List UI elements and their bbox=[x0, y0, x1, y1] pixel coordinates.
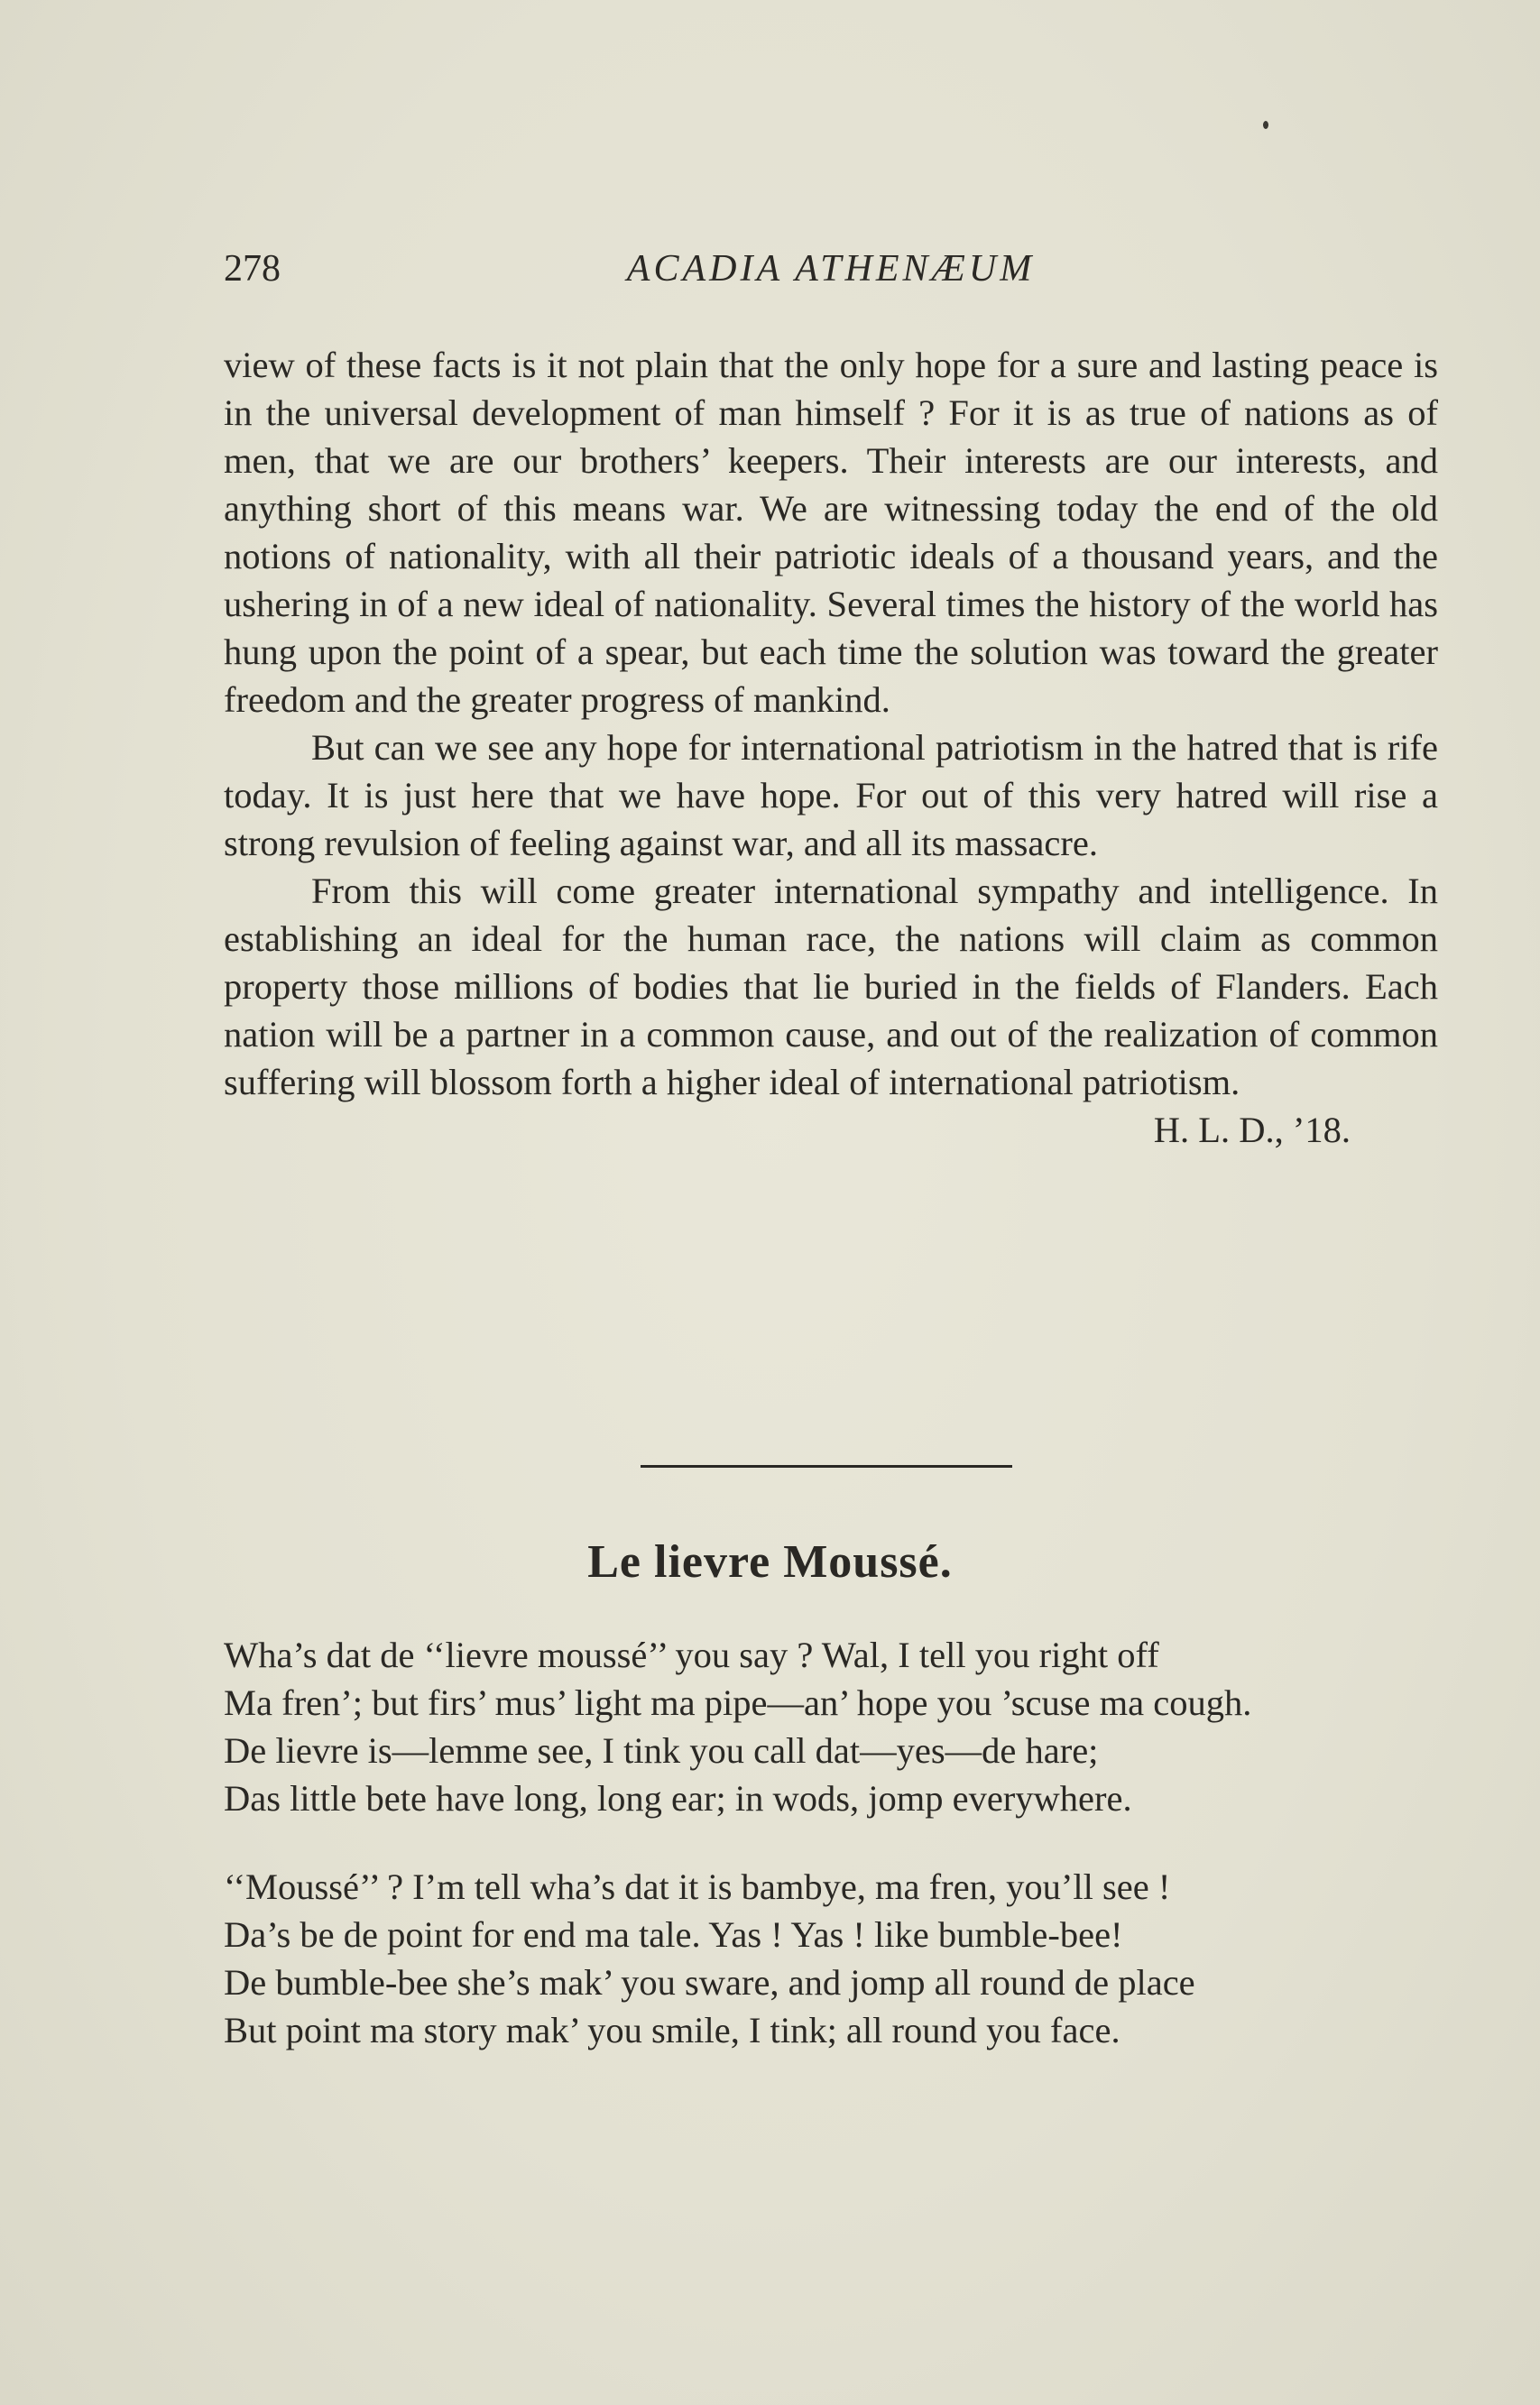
page-header bbox=[224, 247, 1438, 301]
poem bbox=[224, 1631, 1438, 2095]
section-divider bbox=[641, 1465, 1012, 1468]
verse-line: Das little bete have long, long ear; in wods, jomp everywhere. bbox=[224, 1778, 1132, 1819]
verse-line: De bumble-bee she’s mak’ you sware, and jomp all round de place bbox=[224, 1962, 1195, 2003]
paragraph: But can we see any hope for international patriotism in the hatred that is rife today. It is just here that we have hope. For out of this very hatred will rise a strong revulsion of feeling against war, and all its massacre. bbox=[224, 727, 1438, 863]
verse-line: Ma fren’; but firs’ mus’ light ma pipe—an’ hope you ’scuse ma cough. bbox=[224, 1682, 1252, 1723]
verse-line: Da’s be de point for end ma tale. Yas ! Yas ! like bumble-bee! bbox=[224, 1914, 1123, 1955]
verse-line: But point ma story mak’ you smile, I tink; all round you face. bbox=[224, 2010, 1120, 2050]
paragraph: view of these facts is it not plain that the only hope for a sure and lasting peace is in the universal development of man himself ? For it is as true of nations as of men, that we are our brothers’ keepers. Their interests are our interests, and anything short of this means war. We are witnessing today the end of the old notions of nationality, with all their patriotic ideals of a thousand years, and the ushering in of a new ideal of nationality. Several times the history of the world has hung upon the point of a spear, but each time the solution was toward the greater freedom and the greater progress of mankind. bbox=[224, 345, 1438, 720]
article-body bbox=[224, 341, 1438, 1154]
paragraph bbox=[224, 867, 1438, 1150]
page-number: 278 bbox=[224, 248, 281, 290]
running-head: ACADIA ATHENÆUM bbox=[626, 248, 1036, 290]
verse-line: Wha’s dat de ‘‘lievre moussé’’ you say ? Wal, I tell you right off bbox=[224, 1635, 1159, 1675]
poem-title: Le lievre Moussé. bbox=[587, 1536, 953, 1588]
ink-speck bbox=[1263, 121, 1268, 129]
author-signature: H. L. D., ’18. bbox=[1153, 1110, 1351, 1150]
verse-line: ‘‘Moussé’’ ? I’m tell wha’s dat it is bambye, ma fren, you’ll see ! bbox=[224, 1866, 1171, 1907]
stanza bbox=[224, 1863, 1438, 2054]
paragraph-text: From this will come greater international sympathy and intelligence. In establishing an ideal for the human race, the nations will claim as common property those millions of bodies that lie buried in the fields of Flanders. Each nation will be a partner in a common cause, and out of the realization of common suffering will blossom forth a higher ideal of international patriotism. bbox=[224, 871, 1438, 1102]
verse-line: De lievre is—lemme see, I tink you call dat—yes—de hare; bbox=[224, 1730, 1099, 1771]
stanza bbox=[224, 1631, 1438, 1822]
